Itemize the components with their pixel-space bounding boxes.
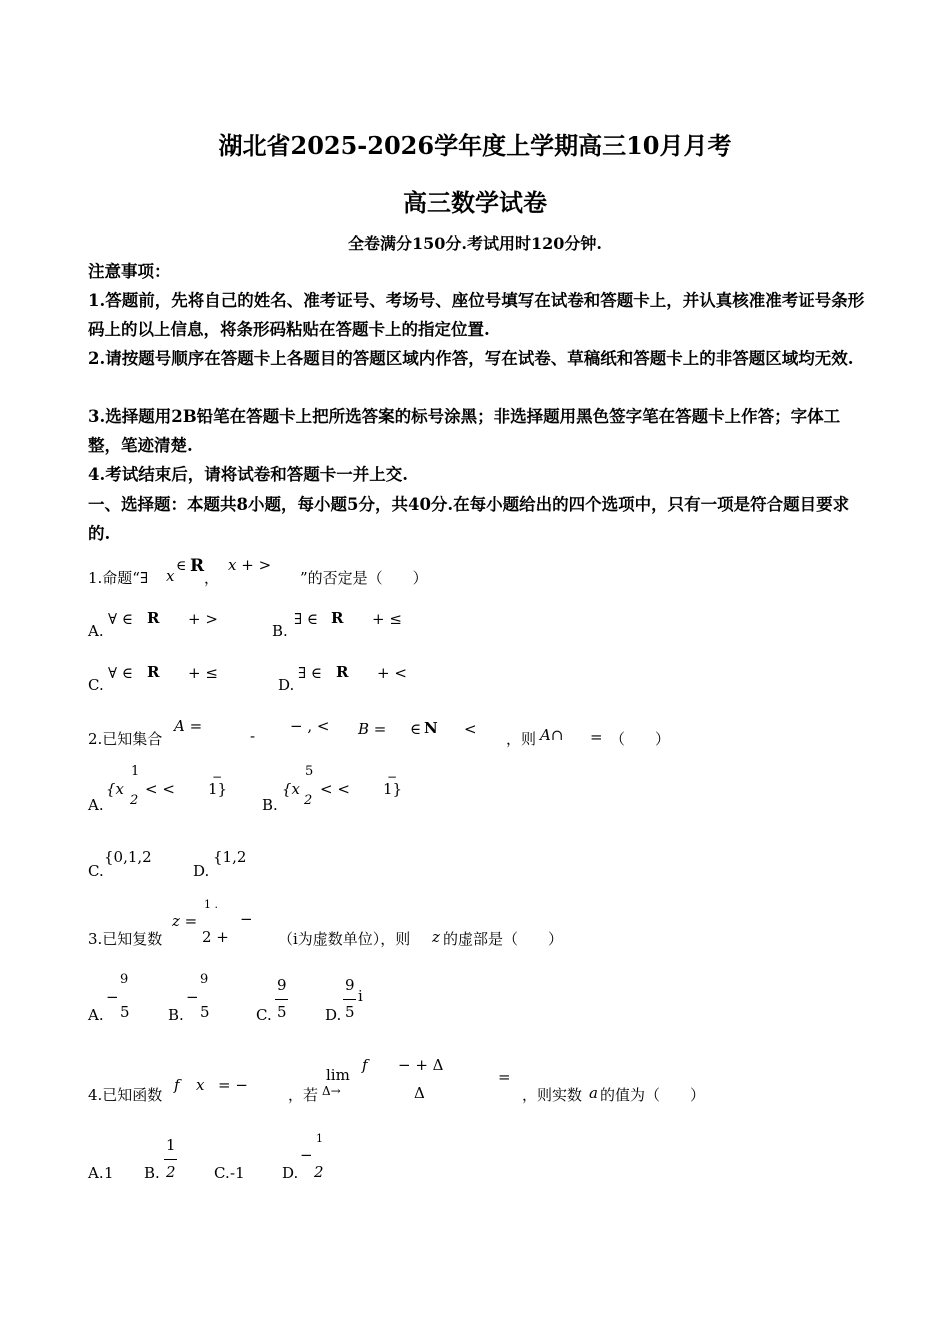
q1-option-b-label: B. [272,622,288,640]
q3-option-b-num: 9 [200,972,209,987]
exam-info: 全卷满分150分.考试用时120分钟. [348,234,602,253]
q3-option-d-num: 9 [345,976,355,994]
q4-lim-sub: Δ→ [322,1084,341,1098]
q3-num-frag: 1 . [204,898,218,911]
q4-option-b-den: 2 [166,1163,176,1181]
q1-option-c-rest: + ≤ [188,664,218,682]
q3-dash: − [240,910,253,928]
q2-option-d-math: {1,2 [213,848,247,866]
q4-if: ，若 [288,1086,319,1104]
section-heading: 一、选择题：本题共8小题，每小题5分，共40分.在每小题给出的四个选项中，只有一项是符合题目要求的. [88,495,850,543]
q4-option-d-num: 1 [316,1132,323,1145]
q1-option-b-math: ∃ ∈ [294,610,319,628]
q1-comma: ， [204,569,220,587]
q2-option-b-close: 1} [383,780,403,798]
q1-option-a-label: A. [88,622,104,640]
q2-set-a: A = [174,717,203,735]
q2-option-a-rest: < < [145,780,175,798]
q3-option-c-num: 9 [277,976,287,994]
q4-tail: 的值为（ ） [600,1086,706,1104]
q3-option-b-sign: − [186,988,199,1006]
q4-option-a-label: A. [88,1164,104,1182]
q1-option-b-R: R [331,609,344,627]
q4-option-d-label: D. [282,1164,299,1182]
q2-option-b-den: 2 [304,793,313,808]
q2-cap: A∩ [540,726,564,744]
q4-option-d-sign: − [300,1146,313,1164]
q2-option-a-bar: − [212,770,223,784]
q1-option-b-rest: + ≤ [372,610,402,628]
q2-in: ∈ [410,720,422,738]
q1-option-a-math: ∀ ∈ [108,610,133,628]
q1-option-d-math: ∃ ∈ [298,664,323,682]
q4-option-c-val: -1 [230,1164,245,1182]
q2-then: ，则 [506,730,537,748]
q4-stem: 4.已知函数 [88,1086,163,1104]
q2-N: N [424,719,438,737]
q3-option-d-i: i [358,987,363,1005]
q1-option-c-label: C. [88,676,104,694]
q3-option-d-den: 5 [345,1003,355,1021]
q3-option-c-fraction-bar [275,999,288,1000]
notice-heading: 注意事项： [88,262,171,281]
q4-option-a-val: 1 [104,1164,114,1182]
q4-den: Δ [414,1084,425,1102]
q2-frag: − , < [290,717,330,735]
q1-in: ∈ [176,558,187,574]
q2-paren: （ ） [610,730,671,748]
q3-z: z [432,928,440,946]
q4-a: a [589,1084,598,1102]
q4-eq2: = [498,1068,511,1086]
q3-tail: 的虚部是（ ） [443,930,564,948]
q1-tail: ”的否定是（ ） [300,569,428,587]
q3-option-a-sign: − [106,988,119,1006]
exam-title: 湖北省2025-2026学年度上学期高三10月月考 [218,131,732,160]
q2-option-b-open: {x [282,780,301,798]
q4-option-b-label: B. [144,1164,160,1182]
q2-option-b-label: B. [262,796,278,814]
q4-real: ，则实数 [522,1086,583,1104]
q4-eq-dash: = − [218,1076,248,1094]
q3-option-a-num: 9 [120,972,129,987]
q2-stem: 2.已知集合 [88,730,163,748]
q3-den-frag: 2 + [202,928,229,946]
q2-option-a-num: 1 [131,764,140,779]
q2-option-c-label: C. [88,862,104,880]
q4-num-rest: − + Δ [398,1056,444,1074]
q1-stem: 1.命题“∃ [88,569,149,587]
q2-frag-dash: - [250,727,256,745]
q4-x: x [196,1076,205,1094]
notice-item-4: 4.考试结束后，请将试卷和答题卡一并上交. [88,465,408,484]
q2-set-b: B = [358,720,387,738]
q3-stem: 3.已知复数 [88,930,163,948]
q2-option-c-math: {0,1,2 [104,848,152,866]
q3-option-a-den: 5 [120,1003,130,1021]
notice-item-3: 3.选择题用2B铅笔在答题卡上把所选答案的标号涂黑；非选择题用黑色签字笔在答题卡上作答；字体工整，笔迹清楚. [88,407,841,455]
q4-option-d-den: 2 [314,1163,324,1181]
q2-lt: < [464,720,477,738]
q3-option-a-label: A. [88,1006,104,1024]
q2-option-b-bar: − [387,770,398,784]
q4-num-f: f [362,1056,368,1074]
q2-option-b-num: 5 [305,764,314,779]
notice-item-2: 2.请按题号顺序在答题卡上各题目的答题区域内作答，写在试卷、草稿纸和答题卡上的非答题区域均无效. [88,349,854,368]
q1-option-d-rest: + < [377,664,407,682]
q2-eq: = [590,728,603,746]
q3-option-c-den: 5 [277,1003,287,1021]
q3-z-eq: z = [172,912,198,930]
q1-option-a-rest: + > [188,610,218,628]
q2-option-d-label: D. [193,862,210,880]
q1-R: R [190,556,205,576]
q2-option-a-label: A. [88,796,104,814]
notice-item-1: 1.答题前，先将自己的姓名、准考证号、考场号、座位号填写在试卷和答题卡上，并认真核准准考证号条形码上的以上信息，将条形码粘贴在答题卡上的指定位置. [88,291,865,339]
q1-math: x + > [228,556,272,574]
q2-option-a-open: {x [106,780,125,798]
q4-option-b-fraction-bar [164,1159,177,1160]
q4-option-c-label: C. [214,1164,230,1182]
q1-option-a-R: R [147,609,160,627]
q1-option-d-R: R [336,663,349,681]
q3-option-c-label: C. [256,1006,272,1024]
q1-option-d-label: D. [278,676,295,694]
q3-option-d-label: D. [325,1006,342,1024]
q1-option-c-math: ∀ ∈ [108,664,133,682]
q1-option-c-R: R [147,663,160,681]
q4-f: f [174,1076,180,1094]
exam-subtitle: 高三数学试卷 [403,188,547,217]
q3-option-b-label: B. [168,1006,184,1024]
q1-var: x [166,567,175,585]
q2-option-b-rest: < < [320,780,350,798]
q2-option-a-den: 2 [130,793,139,808]
q3-option-b-den: 5 [200,1003,210,1021]
q4-lim: lim [326,1066,350,1084]
q2-option-a-close: 1} [208,780,228,798]
q3-paren-text: （i为虚数单位），则 [278,930,411,948]
q3-option-d-fraction-bar [343,999,356,1000]
q4-option-b-num: 1 [166,1136,176,1154]
